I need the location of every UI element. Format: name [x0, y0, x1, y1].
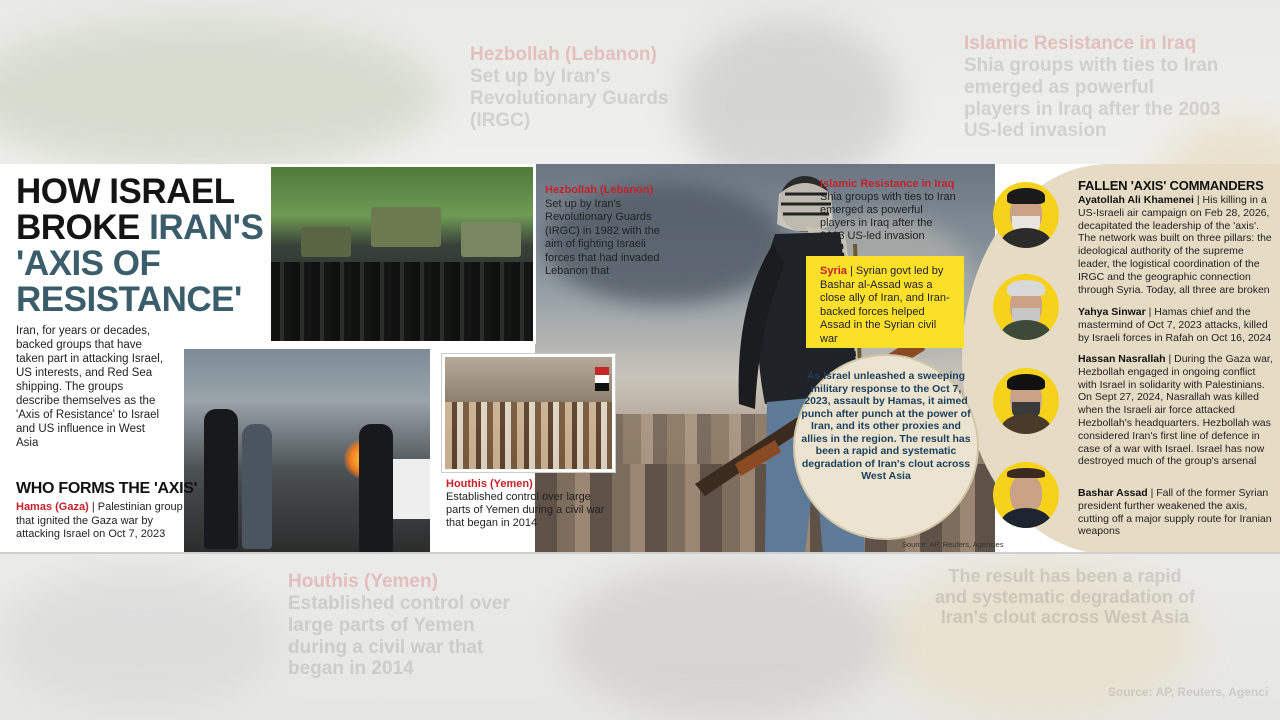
- nasrallah-portrait-icon: [993, 368, 1059, 434]
- syria-entry: Syria | Syrian govt led by Bashar al-Assad was a close ally of Iran, and Iran-backed forces helped Assad in the Syrian civil war: [820, 265, 950, 345]
- khamenei-portrait-icon: [993, 182, 1059, 248]
- assad-portrait-icon: [993, 462, 1059, 528]
- commander-entry-khamenei: Ayatollah Ali Khamenei | His killing in a US-Israeli air campaign on Feb 28, 2026, decapitated the leadership of the 'axis'. The network was built on three pillars: the ideological authority of the supreme leader, the logistical coordination of the IRGC and the geographic connection through Syria. Today, all three are broken: [1078, 194, 1272, 296]
- sinwar-portrait-icon: [993, 274, 1059, 340]
- ghost-source: Source: AP, Reuters, Agenci: [1108, 685, 1269, 699]
- hezbollah-fighters-photo: [268, 164, 536, 344]
- who-forms-heading: WHO FORMS THE 'AXIS': [16, 480, 198, 497]
- pull-quote: As Israel unleashed a sweeping military response to the Oct 7, 2023, assault by Hamas, it aimed punch after punch at the power of Iran, and its other proxies and allies in the region. The result has been a rapid and systematic degradation of Iran's clout across West Asia: [801, 370, 971, 482]
- commander-entry-nasrallah: Hassan Nasrallah | During the Gaza war, Hezbollah engaged in ongoing conflict with Israel in solidarity with Palestinians. On Sept 27, 2024, Nasrallah was killed when the Israeli air force attacked Hezbollah's headquarters. Hezbollah was considered Iran's first line of defence in case of a war with Israel. Israel has now destroyed much of the group's arsenal: [1078, 353, 1273, 468]
- ghost-quote: The result has been a rapid and systematic degradation of Iran's clout across West Asia: [934, 566, 1196, 628]
- commander-entry-assad: Bashar Assad | Fall of the former Syrian president further weakened the axis, cutting off a major supply route for Iranian weapons: [1078, 487, 1272, 538]
- hezbollah-entry: Hezbollah (Lebanon) Set up by Iran's Revolutionary Guards (IRGC) in 1982 with the aim of fighting Israeli forces that had invaded Lebanon that: [545, 184, 660, 277]
- commander-entry-sinwar: Yahya Sinwar | Hamas chief and the mastermind of Oct 7, 2023 attacks, killed by Israeli forces in Rafah on Oct 16, 2024: [1078, 306, 1272, 344]
- ghost-houthis: Houthis (Yemen) Established control over large parts of Yemen during a civil war that began in 2014: [288, 571, 510, 680]
- houthis-entry: Houthis (Yemen) Established control over large parts of Yemen during a civil war that began in 2014: [446, 478, 605, 529]
- headline: HOW ISRAEL BROKE IRAN'S 'AXIS OF RESISTANCE': [16, 172, 264, 319]
- fallen-commanders-heading: FALLEN 'AXIS' COMMANDERS: [1078, 178, 1264, 193]
- gaza-evacuation-photo: [184, 349, 430, 554]
- ghost-hezbollah: Hezbollah (Lebanon) Set up by Iran's Revolutionary Guards (IRGC): [470, 44, 669, 131]
- infographic-panel: [0, 164, 1280, 554]
- intro-text: Iran, for years or decades, backed groups that have taken part in attacking Israel, US interests, and Red Sea shipping. The groups describe themselves as the 'Axis of Resistance' to Israel and US influence in West Asia: [16, 325, 164, 449]
- iraq-entry: Islamic Resistance in Iraq Shia groups with ties to Iran emerged as powerful players in Iraq after the 2003 US-led invasion: [820, 178, 956, 242]
- houthi-rally-photo: [442, 354, 615, 472]
- hamas-entry: Hamas (Gaza) | Palestinian group that ignited the Gaza war by attacking Israel on Oct 7, 2023: [16, 501, 183, 540]
- source-credit: Source: AP, Reuters, Agencies: [902, 540, 1004, 549]
- ghost-iraq: Islamic Resistance in Iraq Shia groups with ties to Iran emerged as powerful players in Iraq after the 2003 US-led invasion: [964, 33, 1221, 142]
